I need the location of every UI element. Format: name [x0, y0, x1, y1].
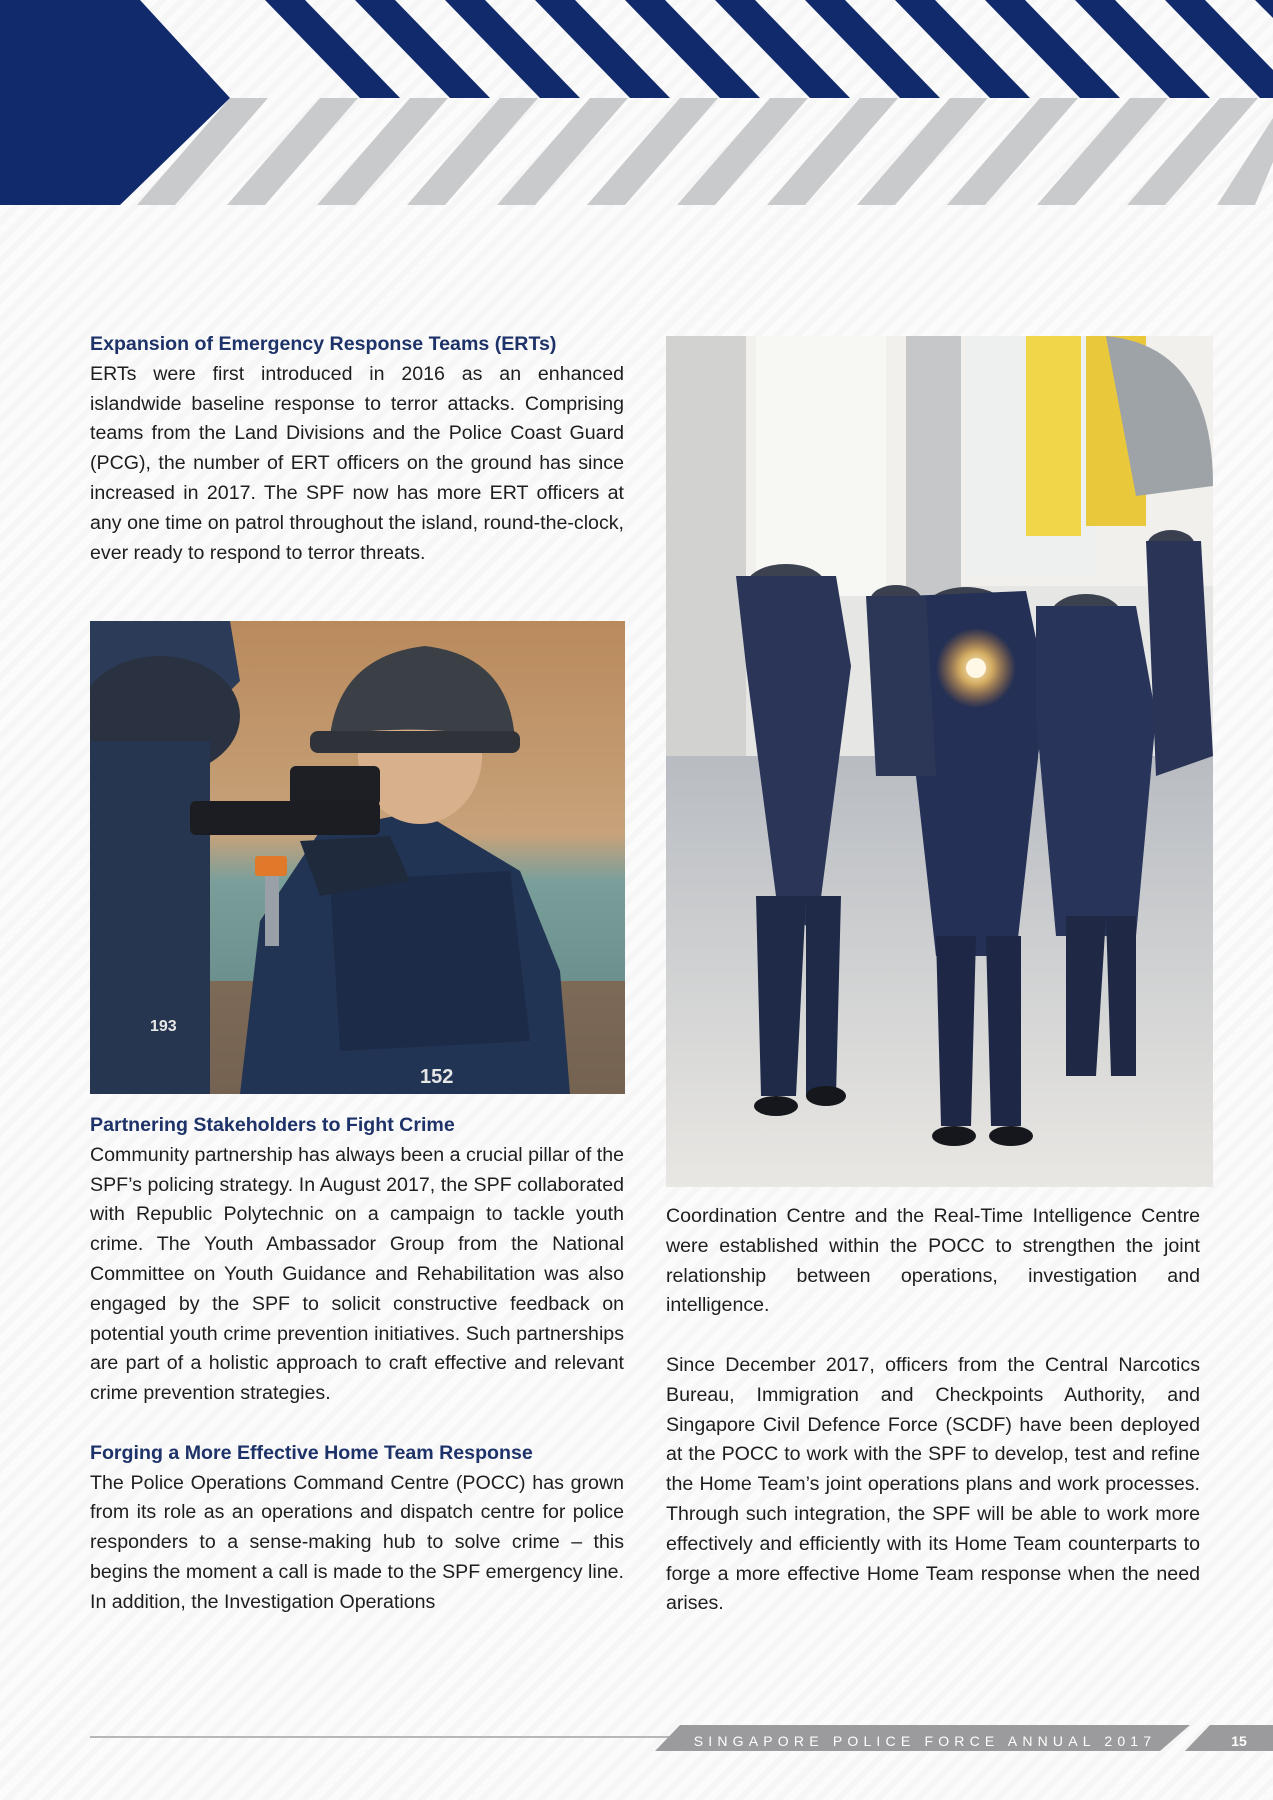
stakeholders-body: Community partnership has always been a crucial pillar of the SPF’s policing strategy. In August 2017, the SPF collaborated with Republic Polytechnic on a campaign to tackle youth crime. The Youth Ambassador Group from the National Committee on Youth Guidance and Rehabilitation was also engaged by the SPF to solicit constructive feedback on potential youth crime prevention initiatives. Such partnerships are part of a holistic approach to craft effective and relevant crime prevention strategies.: [90, 1143, 624, 1405]
home-team-body-left: The Police Operations Command Centre (POCC) has grown from its role as an operations and dispatch centre for police responders to a sense-making hub to solve crime – this begins the moment a call is made to the SPF emergency line. In addition, the Investigation Operations: [90, 1471, 624, 1613]
left-column-top: [90, 330, 624, 568]
footer-title: SINGAPORE POLICE FORCE ANNUAL 2017: [693, 1733, 1157, 1749]
photo-officers-advancing: [666, 336, 1213, 1187]
banner-grey-stripes: [137, 98, 1273, 205]
footer-rule: [90, 1736, 690, 1738]
photo-officer-aiming: [90, 621, 625, 1094]
left-column-bottom: [90, 1111, 624, 1618]
ert-heading: Expansion of Emergency Response Teams (ERTs): [90, 333, 557, 355]
vest-number-left: 193: [150, 1018, 177, 1035]
home-team-body-right: Coordination Centre and the Real-Time Intelligence Centre were established within the POCC to strengthen the joint relationship between operations, investigation and intelligence.: [666, 1205, 1200, 1317]
ert-body: ERTs were first introduced in 2016 as an enhanced islandwide baseline response to terror attacks. Comprising teams from the Land Divisions and the Police Coast Guard (PCG), the number of ERT officers on the ground has since increased in 2017. The SPF now has more ERT officers at any one time on patrol throughout the island, round-the-clock, ever ready to respond to terror threats.: [90, 362, 624, 564]
right-column: [666, 1202, 1200, 1619]
banner-navy-stripes: [0, 0, 1273, 98]
stakeholders-heading: Partnering Stakeholders to Fight Crime: [90, 1114, 455, 1136]
vest-number-right: 152: [420, 1066, 454, 1088]
page-number: 15: [1231, 1733, 1247, 1749]
home-team-heading: Forging a More Effective Home Team Response: [90, 1441, 533, 1464]
header-banner: [0, 0, 1273, 205]
home-team-body-right-2: Since December 2017, officers from the Central Narcotics Bureau, Immigration and Checkpoints Authority, and Singapore Civil Defence Force (SCDF) have been deployed at the POCC to work with the SPF to develop, test and refine the Home Team’s joint operations plans and work processes. Through such integration, the SPF will be able to work more effectively and efficiently with its Home Team counterparts to forge a more effective Home Team response when the need arises.: [666, 1353, 1200, 1615]
